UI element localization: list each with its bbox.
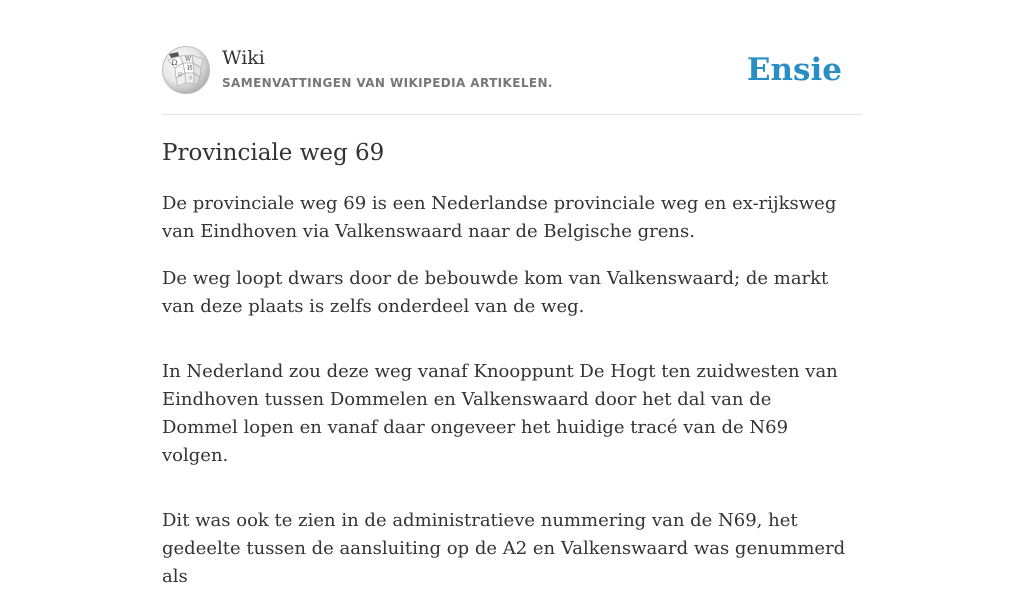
article-paragraph: De weg loopt dwars door de bebouwde kom van Valkenswaard; de markt van deze plaats is zelfs onderdeel van de weg. xyxy=(162,268,829,317)
svg-text:W: W xyxy=(185,56,192,63)
article-paragraph: In Nederland zou deze weg vanaf Knooppunt De Hogt ten zuidwesten van Eindhoven tussen Dommelen en Valkenswaard door het dal van de Dommel lopen en vanaf daar ongeveer het huidige tracé van de N69 volgen. xyxy=(162,361,838,466)
page-title: Provinciale weg 69 xyxy=(162,140,385,166)
svg-text:И: И xyxy=(187,65,193,72)
site-name[interactable]: Wiki xyxy=(222,47,265,69)
svg-text:ש: ש xyxy=(178,71,183,78)
article-paragraph: Dit was ook te zien in de administratieve nummering van de N69, het gedeelte tussen de aansluiting op de A2 en Valkenswaard was genummerd als xyxy=(162,510,846,587)
brand-logo[interactable]: Ensie xyxy=(746,52,842,88)
site-header xyxy=(162,44,862,115)
svg-text:Ω: Ω xyxy=(171,59,178,67)
svg-text:ウ: ウ xyxy=(188,76,194,82)
site-tagline: SAMENVATTINGEN VAN WIKIPEDIA ARTIKELEN. xyxy=(222,76,553,90)
article-content xyxy=(162,190,852,610)
wikipedia-globe-icon[interactable] xyxy=(162,46,210,94)
article-paragraph: De provinciale weg 69 is een Nederlandse provinciale weg en ex-rijksweg van Eindhoven via Valkenswaard naar de Belgische grens. xyxy=(162,193,837,242)
